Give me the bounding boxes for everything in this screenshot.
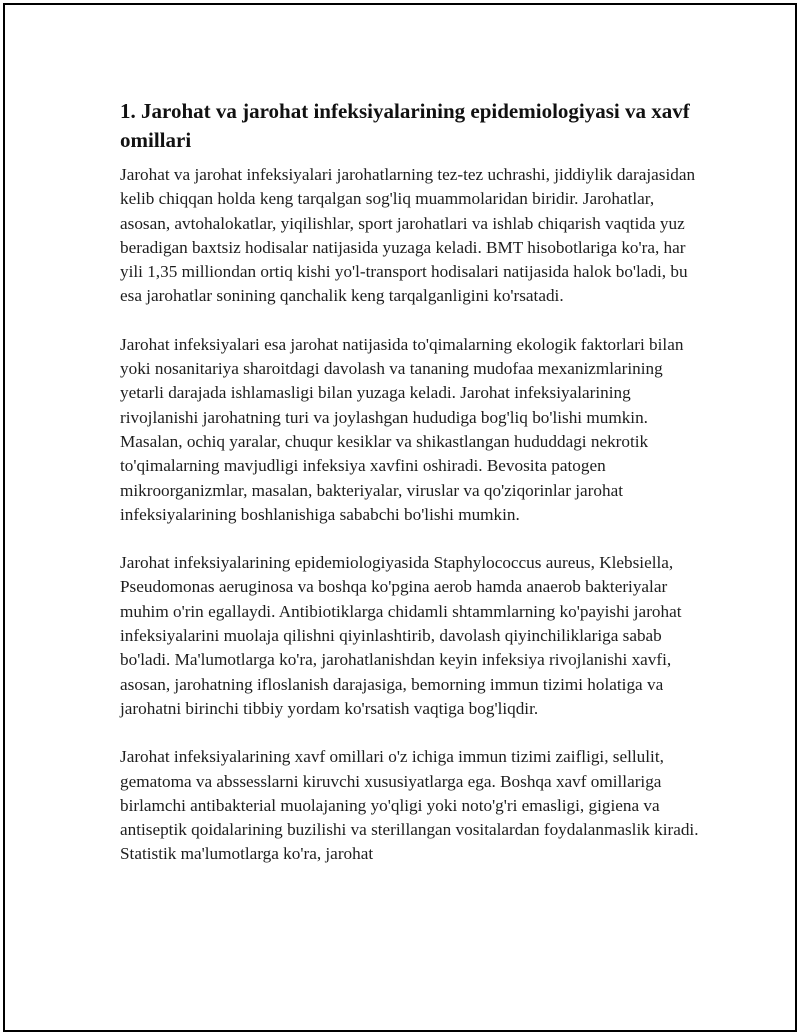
- paragraph-3: Jarohat infeksiyalarining epidemiologiyasida Staphylococcus aureus, Klebsiella, Pseudomonas aeruginosa va boshqa ko'pgina aerob hamda anaerob bakteriyalar muhim o'rin egallaydi. Antibiotiklarga chidamli shtammlarning ko'payishi jarohat infeksiyalarini muolaja qilishni qiyinlashtirib, davolash qiyinchiliklariga sabab bo'ladi. Ma'lumotlarga ko'ra, jarohatlanishdan keyin infeksiya rivojlanishi xavfi, asosan, jarohatning ifloslanish darajasiga, bemorning immun tizimi holatiga va jarohatni birinchi tibbiy yordam ko'rsatish vaqtiga bog'liqdir.: [120, 553, 682, 718]
- paragraph-4: Jarohat infeksiyalarining xavf omillari o'z ichiga immun tizimi zaifligi, sellulit, gematoma va abssesslarni kiruvchi xususiyatlarga ega. Boshqa xavf omillariga birlamchi antibakterial muolajaning yo'qligi yoki noto'g'ri emasligi, gigiena va antiseptik qoidalarining buzilishi va sterillangan vositalardan foydalanmaslik kiradi. Statistik ma'lumotlarga ko'ra, jarohat: [120, 747, 699, 864]
- document-page: [3, 3, 797, 1032]
- paragraph-2: Jarohat infeksiyalari esa jarohat natijasida to'qimalarning ekologik faktorlari bilan yoki nosanitariya sharoitdagi davolash va tananing mudofaa mexanizmlarining yetarli darajada ishlamasligi bilan yuzaga keladi. Jarohat infeksiyalarining rivojlanishi jarohatning turi va joylashgan hududiga bog'liq bo'lishi mumkin. Masalan, ochiq yaralar, chuqur kesiklar va shikastlangan hududdagi nekrotik to'qimalarning mavjudligi infeksiya xavfini oshiradi. Bevosita patogen mikroorganizmlar, masalan, bakteriyalar, viruslar va qo'ziqorinlar jarohat infeksiyalarining boshlanishiga sababchi bo'lishi mumkin.: [120, 334, 684, 524]
- document-content: [120, 95, 700, 891]
- section-heading: 1. Jarohat va jarohat infeksiyalarining epidemiologiyasi va xavf omillari: [120, 99, 690, 152]
- paragraph-1: Jarohat va jarohat infeksiyalari jarohatlarning tez-tez uchrashi, jiddiylik darajasidan kelib chiqqan holda keng tarqalgan sog'liq muammolaridan biridir. Jarohatlar, asosan, avtohalokatlar, yiqilishlar, sport jarohatlari va ishlab chiqarish vaqtida yuz beradigan baxtsiz hodisalar natijasida yuzaga keladi. BMT hisobotlariga ko'ra, har yili 1,35 milliondan ortiq kishi yo'l-transport hodisalari natijasida halok bo'ladi, bu esa jarohatlar sonining qanchalik keng tarqalganligini ko'rsatadi.: [120, 165, 696, 306]
